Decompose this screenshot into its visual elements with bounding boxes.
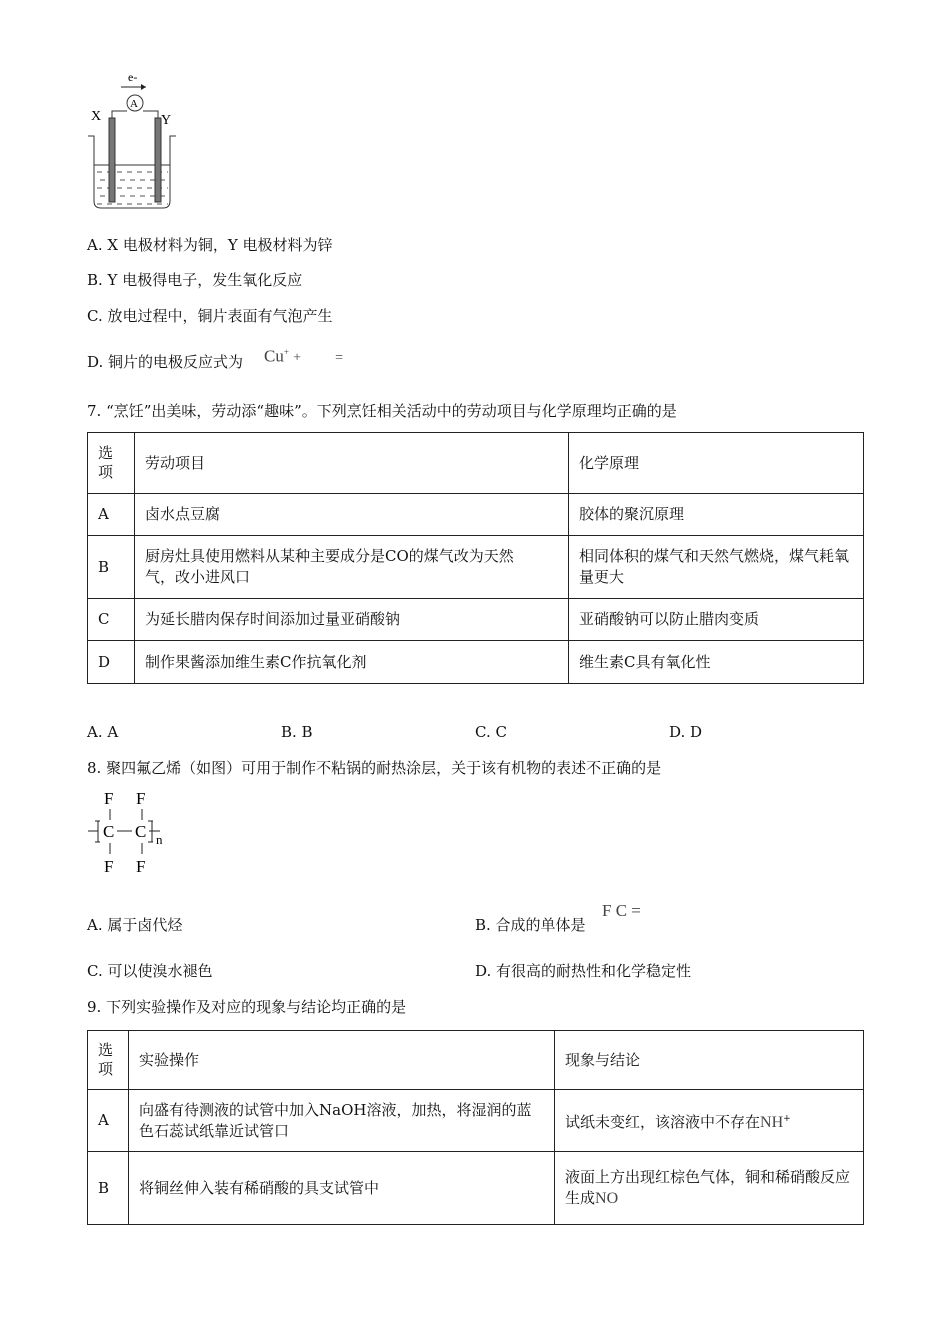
table-row: [88, 641, 864, 684]
cell: 为延长腊肉保存时间添加过量亚硝酸钠: [135, 599, 569, 641]
svg-text:F: F: [104, 789, 114, 808]
electrode-y: [155, 118, 161, 202]
svg-text:F: F: [136, 857, 146, 876]
cell: 厨房灶具使用燃料从某种主要成分是CO的煤气改为天然气，改小进风口: [135, 536, 569, 599]
formula-part: =: [335, 350, 343, 366]
svg-text:F: F: [136, 789, 146, 808]
cell: 相同体积的煤气和天然气燃烧，煤气耗氧量更大: [569, 536, 864, 599]
q8-formula-b: F C =: [602, 901, 641, 920]
table-row: [88, 536, 864, 599]
formula-part: +: [293, 350, 302, 366]
table-row: [88, 1152, 864, 1225]
q8-option-c: C. 可以使溴水褪色: [87, 962, 213, 980]
header-cell: 实验操作: [129, 1031, 555, 1090]
cell: 维生素C具有氧化性: [569, 641, 864, 684]
ptfe-structure: [86, 786, 176, 878]
electrode-x: [109, 118, 115, 202]
cell: 胶体的聚沉原理: [569, 494, 864, 536]
q7-stem: 7. “烹饪”出美味，劳动添“趣味”。下列烹饪相关活动中的劳动项目与化学原理均正确的是: [87, 402, 677, 420]
q7-choice-c: C. C: [475, 723, 507, 741]
formula-part: Cu: [264, 346, 284, 366]
electrode-y-label: Y: [161, 113, 172, 128]
q6-option-d: D. 铜片的电极反应式为: [87, 353, 244, 371]
cell: B: [88, 536, 135, 599]
cell: 卤水点豆腐: [135, 494, 569, 536]
q6-option-a: A. X 电极材料为铜，Y 电极材料为锌: [87, 236, 333, 254]
cell: D: [88, 641, 135, 684]
q6-formula-d: [264, 342, 343, 369]
q7-choice-a: A. A: [87, 723, 119, 741]
cell: 亚硝酸钠可以防止腊肉变质: [569, 599, 864, 641]
cell: 向盛有待测液的试管中加入NaOH溶液，加热，将湿润的蓝色石蕊试纸靠近试管口: [129, 1090, 555, 1152]
svg-text:C: C: [135, 822, 147, 841]
header-cell: 选项: [88, 433, 135, 494]
q6-option-b: B. Y 电极得电子，发生氧化反应: [87, 271, 303, 289]
q7-table: [87, 432, 864, 684]
cell: 制作果酱添加维生素C作抗氧化剂: [135, 641, 569, 684]
q8-option-a: A. 属于卤代烃: [87, 916, 183, 934]
electrode-x-label: X: [91, 109, 102, 124]
cell: 液面上方出现红棕色气体，铜和稀硝酸反应生成NO: [555, 1152, 864, 1225]
table-header-row: [88, 433, 864, 494]
q7-choice-d: D. D: [669, 723, 703, 741]
cell: A: [88, 1090, 129, 1152]
table-row: [88, 1090, 864, 1152]
svg-text:n: n: [156, 832, 163, 847]
svg-text:C: C: [103, 822, 115, 841]
svg-text:A: A: [130, 98, 138, 110]
galvanic-cell-diagram: [88, 66, 188, 212]
svg-text:F: F: [104, 857, 114, 876]
header-cell: 劳动项目: [135, 433, 569, 494]
cell: C: [88, 599, 135, 641]
header-cell: 选项: [88, 1031, 129, 1090]
q8-stem: 8. 聚四氟乙烯（如图）可用于制作不粘锅的耐热涂层，关于该有机物的表述不正确的是: [87, 759, 662, 777]
q7-choice-b: B. B: [281, 723, 313, 741]
table-header-row: [88, 1031, 864, 1090]
cell: B: [88, 1152, 129, 1225]
cell: A: [88, 494, 135, 536]
header-cell: 现象与结论: [555, 1031, 864, 1090]
q9-table: [87, 1030, 864, 1225]
table-row: [88, 599, 864, 641]
q6-option-c: C. 放电过程中，铜片表面有气泡产生: [87, 307, 333, 325]
header-cell: 化学原理: [569, 433, 864, 494]
electron-label: e-: [128, 70, 138, 84]
q9-stem: 9. 下列实验操作及对应的现象与结论均正确的是: [87, 998, 407, 1016]
table-row: [88, 494, 864, 536]
q8-option-b: B. 合成的单体是: [475, 916, 586, 934]
formula-part: +: [283, 347, 289, 357]
cell: 试纸未变红，该溶液中不存在NH+: [555, 1090, 864, 1152]
cell: 将铜丝伸入装有稀硝酸的具支试管中: [129, 1152, 555, 1225]
q8-option-d: D. 有很高的耐热性和化学稳定性: [475, 962, 692, 980]
